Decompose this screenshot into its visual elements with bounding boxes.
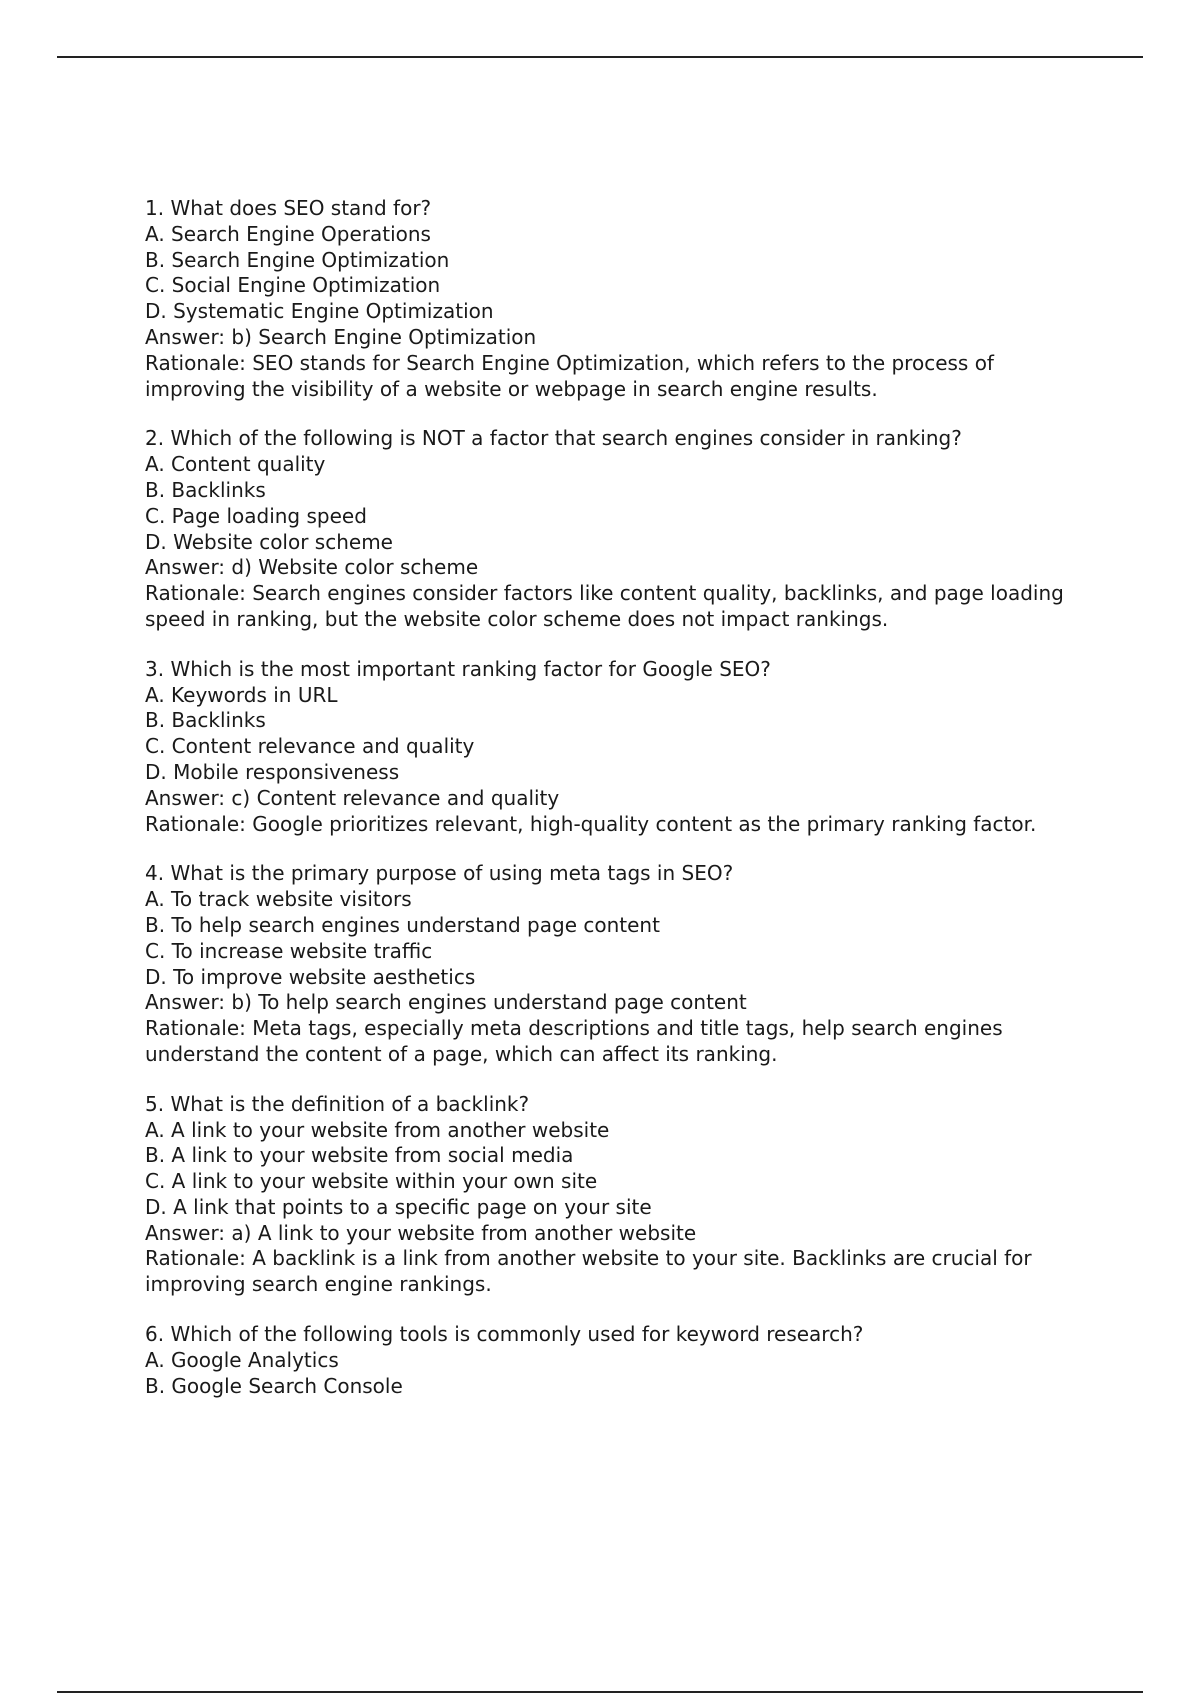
rationale-text: Rationale: Meta tags, especially meta descriptions and title tags, help search engines understand the content of a page, which can affect its ranking.: [145, 1016, 1009, 1066]
question-block-3: [145, 657, 1085, 838]
option-a: A. Content quality: [145, 452, 326, 477]
option-b: B. Backlinks: [145, 477, 266, 502]
answer-text: Answer: d) Website color scheme: [145, 555, 479, 580]
option-a: A. Search Engine Operations: [145, 221, 431, 246]
answer-text: Answer: c) Content relevance and quality: [145, 785, 560, 810]
option-b: B. A link to your website from social media: [145, 1143, 574, 1168]
answer-text: Answer: b) Search Engine Optimization: [145, 324, 537, 349]
option-b: B. Backlinks: [145, 708, 266, 733]
option-a: A. Google Analytics: [145, 1347, 339, 1372]
question-block-6: [145, 1322, 1085, 1399]
option-d: D. Systematic Engine Optimization: [145, 299, 494, 324]
document-body: [145, 196, 1085, 1423]
rationale-text: Rationale: A backlink is a link from another website to your site. Backlinks are crucial for improving search engine rankings.: [145, 1246, 1038, 1297]
footer-rule: [57, 1691, 1143, 1693]
option-c: C. A link to your website within your own site: [145, 1169, 598, 1194]
question-block-2: [145, 426, 1085, 632]
option-b: B. Google Search Console: [145, 1373, 403, 1398]
option-c: C. Social Engine Optimization: [145, 273, 441, 298]
question-text: 2. Which of the following is NOT a factor that search engines consider in ranking?: [145, 426, 962, 451]
question-block-5: [145, 1092, 1085, 1298]
question-text: 1. What does SEO stand for?: [145, 196, 432, 220]
option-a: A. A link to your website from another website: [145, 1117, 610, 1142]
rationale-text: Rationale: Search engines consider factors like content quality, backlinks, and page loading speed in ranking, but the website color scheme does not impact rankings.: [145, 581, 1071, 631]
option-d: D. A link that points to a specific page on your site: [145, 1194, 652, 1219]
option-c: C. To increase website traffic: [145, 938, 433, 963]
option-b: B. Search Engine Optimization: [145, 247, 450, 272]
option-d: D. To improve website aesthetics: [145, 964, 476, 989]
question-block-4: [145, 861, 1085, 1067]
question-block-1: [145, 196, 1085, 402]
rationale-text: Rationale: Google prioritizes relevant, high-quality content as the primary ranking factor.: [145, 811, 1037, 836]
rationale-text: Rationale: SEO stands for Search Engine Optimization, which refers to the process of improving the visibility of a website or webpage in search engine results.: [145, 350, 1001, 401]
question-text: 6. Which of the following tools is commonly used for keyword research?: [145, 1322, 864, 1347]
option-d: D. Website color scheme: [145, 529, 393, 554]
option-c: C. Page loading speed: [145, 503, 367, 528]
answer-text: Answer: b) To help search engines understand page content: [145, 990, 747, 1015]
option-d: D. Mobile responsiveness: [145, 759, 400, 784]
option-a: A. To track website visitors: [145, 887, 412, 912]
header-rule: [57, 56, 1143, 58]
answer-text: Answer: a) A link to your website from another website: [145, 1220, 697, 1245]
option-b: B. To help search engines understand page content: [145, 912, 660, 937]
question-text: 3. Which is the most important ranking factor for Google SEO?: [145, 656, 771, 681]
option-a: A. Keywords in URL: [145, 682, 338, 707]
option-c: C. Content relevance and quality: [145, 734, 475, 759]
question-text: 4. What is the primary purpose of using meta tags in SEO?: [145, 861, 734, 886]
question-text: 5. What is the definition of a backlink?: [145, 1091, 530, 1116]
